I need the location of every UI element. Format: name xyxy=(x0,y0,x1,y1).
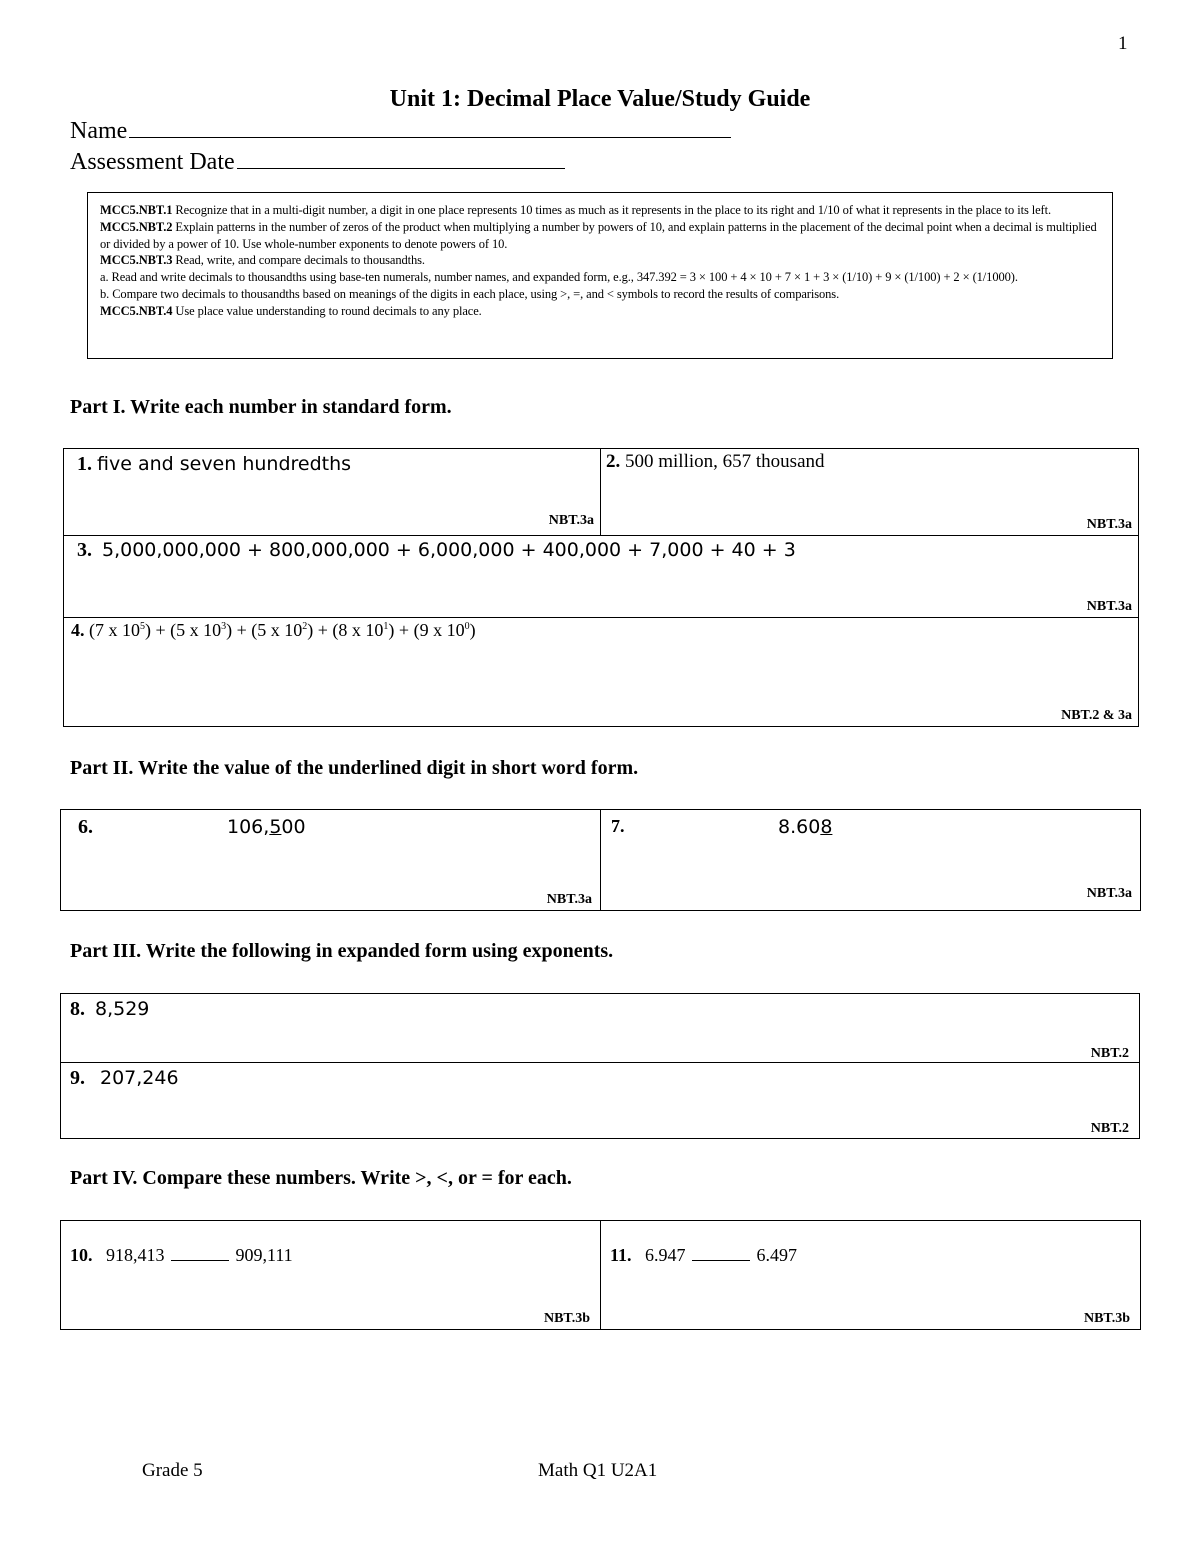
comparison-blank[interactable] xyxy=(171,1246,229,1261)
standard-tag: NBT.3a xyxy=(1086,599,1132,614)
name-field xyxy=(70,117,731,145)
page-number: 1 xyxy=(1118,33,1128,54)
assessment-date-field xyxy=(70,148,565,176)
question-8-cell[interactable] xyxy=(61,994,1140,1063)
standard-tag: NBT.3a xyxy=(1086,517,1132,532)
footer-grade: Grade 5 xyxy=(142,1460,203,1481)
question-number: 2. xyxy=(606,451,621,472)
part-1-table xyxy=(63,448,1139,727)
question-number: 9. xyxy=(70,1067,85,1089)
underlined-digit: 5 xyxy=(269,816,282,838)
part-4-heading: Part IV. Compare these numbers. Write >, <, or = for each. xyxy=(70,1167,572,1189)
question-number: 3. xyxy=(77,539,92,561)
standard-item: MCC5.NBT.4 Use place value understanding to round decimals to any place. xyxy=(100,303,482,318)
standard-tag: NBT.2 xyxy=(1090,1046,1129,1061)
question-11-cell[interactable] xyxy=(601,1221,1141,1330)
assessment-date-label: Assessment Date xyxy=(70,149,235,175)
question-4-expression: 4. (7 x $10^5) + (5$ x $10^3) + (5$ x $10^2) + (8$ x $10^1) + (9$ x $10^0$) xyxy=(71,620,476,640)
part-3-heading: Part III. Write the following in expanded form using exponents. xyxy=(70,940,614,962)
question-3-text: 5,000,000,000 + 800,000,000 + 6,000,000 + 400,000 + 7,000 + 40 + 3 xyxy=(102,539,796,561)
standards-box xyxy=(87,192,1113,359)
standard-tag: NBT.3a xyxy=(1086,886,1132,901)
standard-item: a. Read and write decimals to thousandths using base-ten numerals, number names, and expanded form, e.g., 347.392 = 3 × 100 + 4 × 10 + 7 × 1 + 3 × (1/10) + 9 × (1/100) + 2 × (1/1000). xyxy=(100,270,1018,285)
question-number: 4. xyxy=(71,620,85,640)
part-4-table xyxy=(60,1220,1141,1330)
part-2-table xyxy=(60,809,1141,911)
question-9-cell[interactable] xyxy=(61,1063,1140,1139)
page-title: Unit 1: Decimal Place Value/Study Guide xyxy=(389,86,811,112)
standard-tag: NBT.2 xyxy=(1090,1121,1129,1136)
assessment-date-blank-line[interactable] xyxy=(237,148,565,169)
question-7-cell[interactable] xyxy=(601,810,1141,911)
part-1-heading: Part I. Write each number in standard form. xyxy=(70,396,452,418)
question-number: 8. xyxy=(70,998,85,1020)
question-2-cell[interactable] xyxy=(601,449,1139,536)
question-7-number: 8.608 xyxy=(778,816,833,838)
question-11-comparison: 11. 6.947 6.497 xyxy=(610,1245,798,1265)
standard-tag: NBT.2 & 3a xyxy=(1061,708,1132,723)
name-blank-line[interactable] xyxy=(129,117,731,138)
question-3-cell[interactable] xyxy=(64,536,1139,618)
standard-item: MCC5.NBT.1 Recognize that in a multi-digit number, a digit in one place represents 10 times as much as it represents in the place to its right and 1/10 of what it represents in the place to its left. xyxy=(100,203,1052,217)
standard-item: MCC5.NBT.3 Read, write, and compare decimals to thousandths. xyxy=(100,253,425,268)
question-4-cell[interactable] xyxy=(64,618,1139,727)
name-label: Name xyxy=(70,118,128,144)
question-1-cell[interactable] xyxy=(64,449,601,536)
question-8-text: 8,529 xyxy=(95,998,150,1020)
question-number: 1. xyxy=(77,453,92,475)
part-2-heading: Part II. Write the value of the underlined digit in short word form. xyxy=(70,757,639,779)
part-3-table xyxy=(60,993,1140,1139)
question-10-comparison: 10. 918,413 909,111 xyxy=(70,1245,293,1265)
question-number: 7. xyxy=(611,816,625,836)
question-number: 10. xyxy=(70,1245,93,1265)
question-number: 6. xyxy=(78,816,93,838)
question-6-cell[interactable] xyxy=(61,810,601,911)
question-number: 11. xyxy=(610,1245,632,1265)
standard-tag: NBT.3b xyxy=(543,1311,590,1326)
question-2-text: 500 million, 657 thousand xyxy=(625,451,825,472)
standard-tag: NBT.3b xyxy=(1083,1311,1130,1326)
question-1-text: five and seven hundredths xyxy=(97,453,352,475)
standard-tag: NBT.3a xyxy=(546,892,592,907)
underlined-digit: 8 xyxy=(820,816,833,838)
question-9-text: 207,246 xyxy=(100,1067,179,1089)
footer-course: Math Q1 U2A1 xyxy=(538,1460,658,1481)
standard-item: MCC5.NBT.2 Explain patterns in the number of zeros of the product when multiplying a number by powers of 10, and explain patterns in the placement of the decimal point when a decimal is multiplied or divided by a power of 10. Use whole-number exponents to denote powers of 10. xyxy=(100,219,1097,251)
standard-tag: NBT.3a xyxy=(548,513,594,528)
standard-item: b. Compare two decimals to thousandths based on meanings of the digits in each place, using >, =, and < symbols to record the results of comparisons. xyxy=(100,286,840,301)
comparison-blank[interactable] xyxy=(692,1246,750,1261)
question-6-number: 106,500 xyxy=(227,816,306,838)
question-10-cell[interactable] xyxy=(61,1221,601,1330)
